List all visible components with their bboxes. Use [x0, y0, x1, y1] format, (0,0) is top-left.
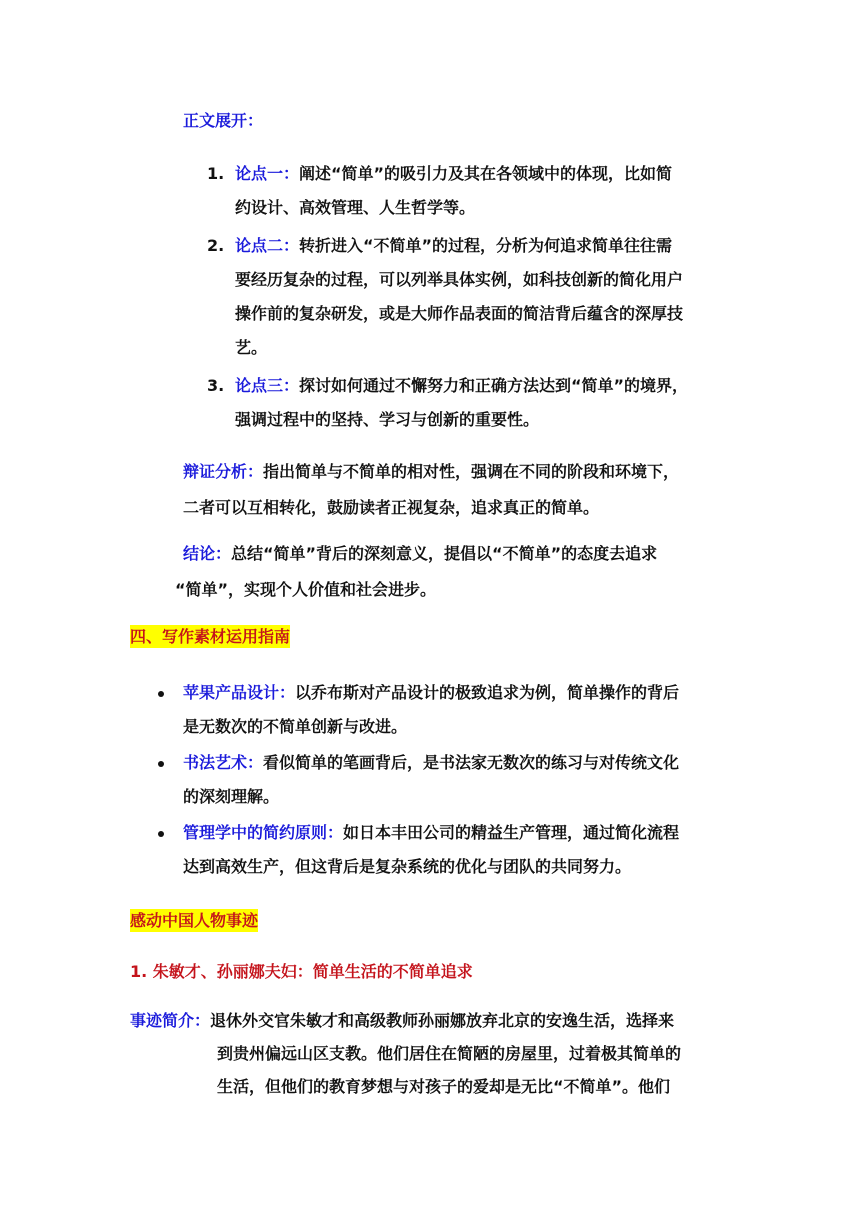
- argument-number: 1.: [207, 164, 225, 183]
- argument-label: 论点二：: [235, 236, 300, 255]
- section-heading-touching-china: 感动中国人物事迹: [130, 911, 259, 930]
- material-label: 书法艺术：: [183, 753, 264, 772]
- argument-line: 艺。: [235, 338, 268, 357]
- argument-line: 强调过程中的坚持、学习与创新的重要性。: [235, 410, 540, 429]
- section-heading-4: 四、写作素材运用指南: [130, 627, 291, 646]
- dialectic-label: 辩证分析：: [183, 462, 264, 481]
- argument-number: 2.: [207, 236, 225, 255]
- material-label: 苹果产品设计：: [183, 683, 296, 702]
- argument-line: 论点二：转折进入“不简单”的过程，分析为何追求简单往往需: [235, 236, 673, 255]
- argument-number: 3.: [207, 376, 225, 395]
- argument-line: 论点一：阐述“简单”的吸引力及其在各领域中的体现，比如简: [235, 164, 673, 183]
- argument-label: 论点一：: [235, 164, 300, 183]
- argument-line: 要经历复杂的过程，可以列举具体实例，如科技创新的简化用户: [235, 270, 684, 289]
- conclusion-label: 结论：: [183, 544, 232, 563]
- document-page: 正文展开： 1. 论点一：阐述“简单”的吸引力及其在各领域中的体现，比如简 约设计、高效管理、人生哲学等。 2. 论点二：转折进入“不简单”的过程，分析为何追求简单往往需 要经历复杂的过程，可以列举具体实例，如科技创新的简化用户 操作前的复杂研发，或是大师作品表面的简洁背后蕴含的深厚技 艺。 3. 论点三：探讨如何通过不懈努力和正确方法达到“简单”的境界， 强调过程中的坚持、学习与创新的重要性。 辩证分析：指出简单与不简单的相对性，强调在不同的阶段和环境下， 二者可以互相转化，鼓励读者正视复杂，追求真正的简单。 结论：总结“简单”背后的深刻意义，提倡以“不简单”的态度去追求 “简单”，实现个人价值和社会进步。 四、写作素材运用指南 苹果产品设计：以乔布斯对产品设计的极致追求为例，简单操作的背后 是无数次的不简单创新与改进。 书法艺术：看似简单的笔画背后，是书法家无数次的练习与对传统文化 的深刻理解。 管理学中的简约原则：如日本丰田公司的精益生产管理，通过简化流程 达到高效生产，但这背后是复杂系统的优化与团队的共同努力。 感动中国人物事迹 1. 朱敏才、孙丽娜夫妇：简单生活的不简单追求 事迹简介：退休外交官朱敏才和高级教师孙丽娜放弃北京的安逸生活，选择来 到贵州偏远山区支教。他们居住在简陋的房屋里，过着极其简单的 生活，但他们的教育梦想与对孩子的爱却是无比“不简单”。他们: [0, 0, 860, 1216]
- story-title-1: 1. 朱敏才、孙丽娜夫妇：简单生活的不简单追求: [130, 962, 473, 981]
- material-label: 管理学中的简约原则：: [183, 823, 344, 842]
- argument-label: 论点三：: [235, 376, 300, 395]
- bullet-icon: [158, 691, 164, 697]
- bullet-icon: [158, 831, 164, 837]
- bullet-icon: [158, 761, 164, 767]
- argument-line: 论点三：探讨如何通过不懈努力和正确方法达到“简单”的境界，: [235, 376, 689, 395]
- argument-line: 约设计、高效管理、人生哲学等。: [235, 198, 476, 217]
- argument-line: 操作前的复杂研发，或是大师作品表面的简洁背后蕴含的深厚技: [235, 304, 684, 323]
- body-heading: 正文展开：: [183, 111, 264, 130]
- story-intro-label: 事迹简介：: [130, 1011, 211, 1030]
